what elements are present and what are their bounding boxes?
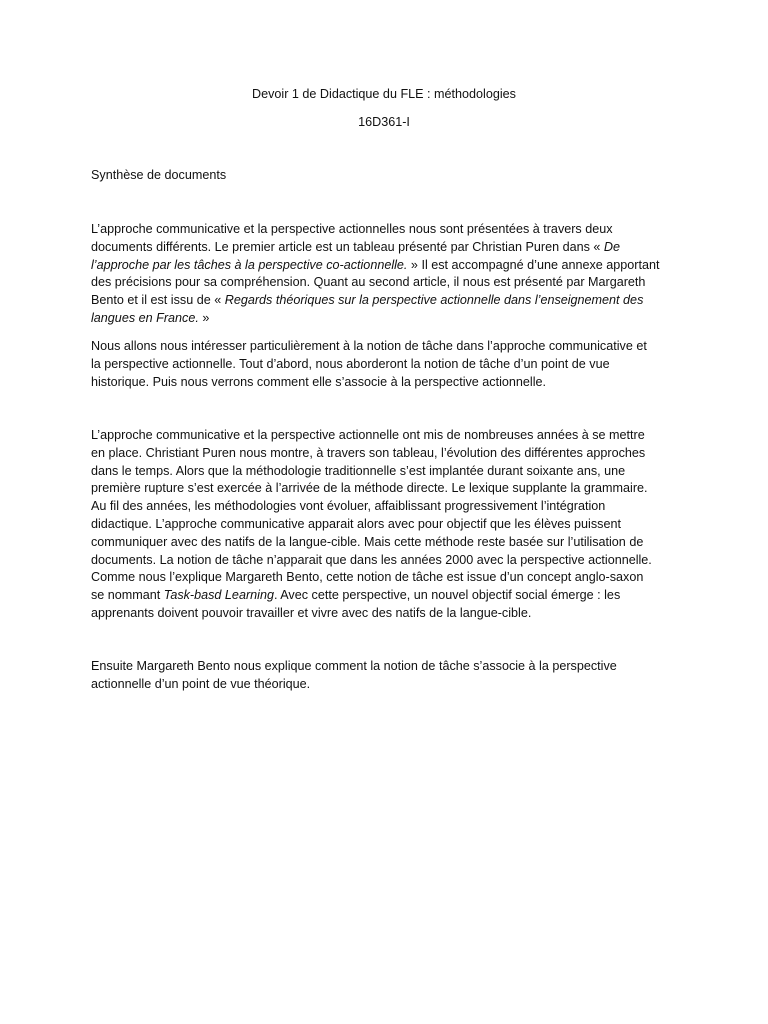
paragraph-historique (91, 427, 681, 623)
text-line (91, 658, 681, 676)
italic-text-run: Task-basd Learning (163, 588, 274, 603)
text-line (91, 356, 681, 374)
italic-text-run: De (603, 239, 621, 254)
text-run: didactique. L’approche communicative apparait alors avec pour objectif que les élèves puissent (91, 516, 621, 531)
text-line (91, 516, 681, 534)
text-run: documents différents. Le premier article est un tableau présenté par Christian Puren dans « (91, 239, 604, 254)
text-line (91, 569, 681, 587)
text-run: Au fil des années, les méthodologies vont évoluer, affaiblissant progressivement l’intégration (91, 499, 606, 514)
text-run: actionnelle d’un point de vue théorique. (91, 676, 311, 691)
text-line (91, 221, 681, 239)
text-line (91, 498, 681, 516)
text-run: L’approche communicative et la perspective actionnelles nous sont présentées à travers deux (91, 222, 613, 236)
italic-text-run: langues en France. (91, 310, 199, 325)
text-run: . Avec cette perspective, un nouvel objectif social émerge : les (273, 588, 621, 603)
text-run: Nous allons nous intéresser particulièrement à la notion de tâche dans l’approche communicative et (91, 339, 647, 353)
italic-text-run: l’approche par les tâches à la perspective co-actionnelle. (91, 257, 408, 272)
text-line (91, 310, 681, 328)
text-run: Comme nous l’explique Margareth Bento, cette notion de tâche est issue d’un concept anglo-saxon (91, 570, 644, 585)
text-run: » Il est accompagné d’une annexe apportant (407, 257, 660, 272)
text-line (91, 445, 681, 463)
document-title: Devoir 1 de Didactique du FLE : méthodologies (252, 87, 516, 101)
text-run: historique. Puis nous verrons comment elle s’associe à la perspective actionnelle. (91, 374, 547, 389)
text-run: la perspective actionnelle. Tout d’abord, nous aborderont la notion de tâche d’un point de vue (91, 356, 610, 371)
text-run: Bento et il est issu de « (91, 293, 225, 308)
text-line (91, 587, 681, 605)
text-line (91, 274, 681, 292)
text-line (91, 480, 681, 498)
text-line (91, 338, 681, 356)
section-title: Synthèse de documents (91, 168, 227, 182)
text-run: en place. Christiant Puren nous montre, à travers son tableau, l’évolution des différentes approches (91, 445, 646, 460)
paragraph-theorique (91, 658, 681, 694)
text-run: L’approche communicative et la perspective actionnelle ont mis de nombreuses années à se mettre (91, 428, 645, 442)
text-line (91, 374, 681, 392)
text-line (91, 552, 681, 570)
text-run: documents. La notion de tâche n’apparait que dans les années 2000 avec la perspective actionnelle. (91, 552, 652, 567)
text-line (91, 463, 681, 481)
italic-text-run: Regards théoriques sur la perspective actionnelle dans l’enseignement des (224, 293, 644, 308)
text-run: » (198, 310, 210, 325)
text-run: Ensuite Margareth Bento nous explique comment la notion de tâche s’associe à la perspective (91, 659, 617, 673)
text-run: communiquer avec des natifs de la langue-cible. Mais cette méthode reste basée sur l’utilisation de (91, 534, 644, 549)
text-run: des précisions pour sa compréhension. Quant au second article, il nous est présenté par Margareth (91, 275, 646, 290)
text-line (91, 534, 681, 552)
text-line (91, 239, 681, 257)
text-line (91, 676, 681, 694)
paragraph-introduction (91, 221, 681, 328)
text-run: se nommant (91, 588, 164, 603)
text-run: dans le temps. Alors que la méthodologie traditionnelle s’est implantée durant soixante ans, une (91, 463, 626, 478)
text-line (91, 605, 681, 623)
text-run: première rupture s’est exercée à l’arrivée de la méthode directe. Le lexique supplante la grammaire. (91, 481, 648, 496)
text-run: apprenants doivent pouvoir travailler et vivre avec des natifs de la langue-cible. (91, 605, 532, 620)
paragraph-plan (91, 338, 681, 391)
text-line (91, 292, 681, 310)
text-line (91, 257, 681, 275)
course-code: 16D361-I (358, 115, 410, 129)
text-line (91, 427, 681, 445)
